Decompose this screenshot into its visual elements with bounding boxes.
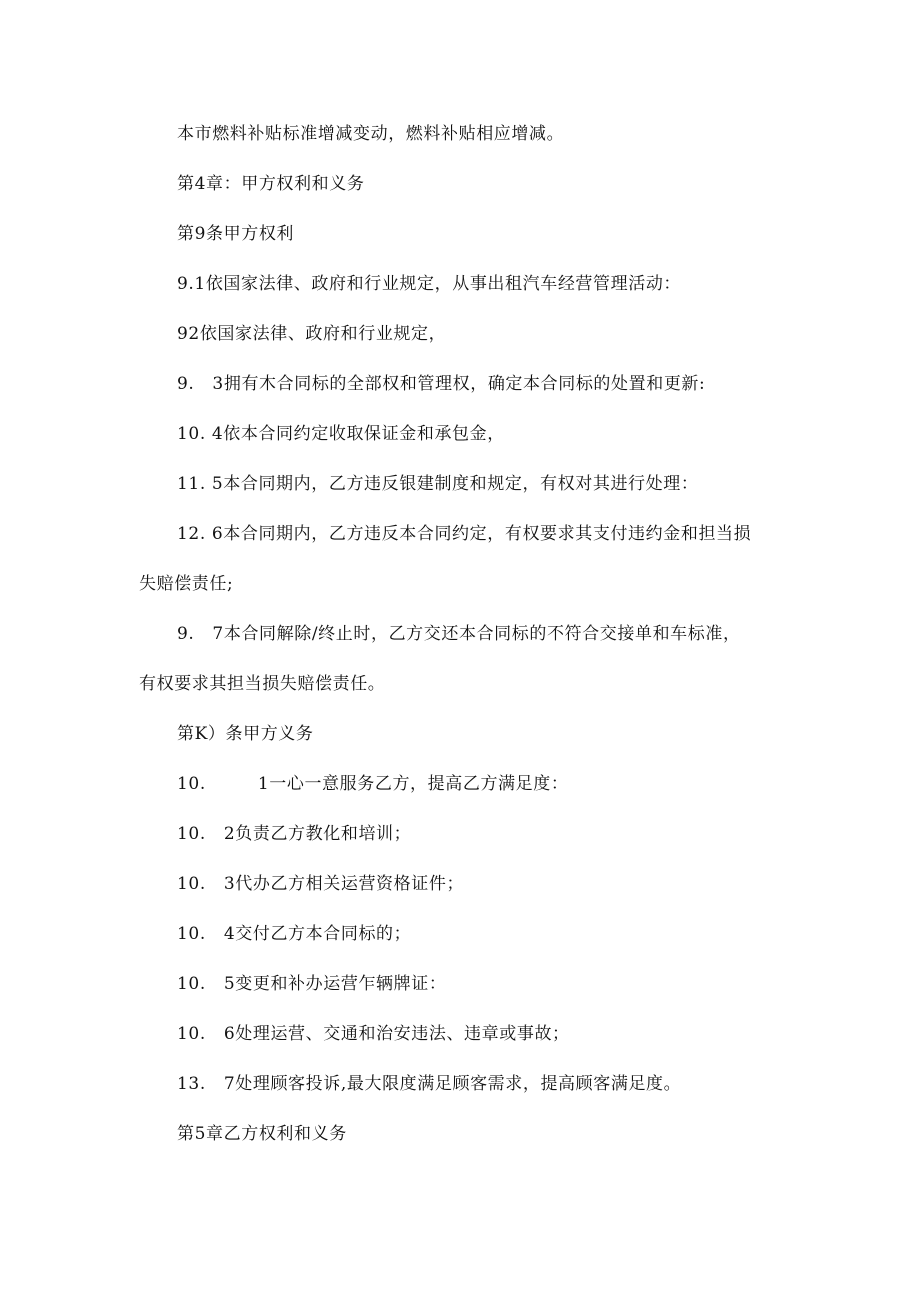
clause-12-6-continued: 失赔偿责任; — [139, 574, 234, 594]
chapter-heading-4: 第4章：甲方权利和义务 — [177, 174, 365, 194]
obligation-10-2: 10. 2负责乙方教化和培训； — [177, 824, 412, 844]
clause-9-3: 9. 3拥有木合同标的全部权和管理权，确定本合同标的处置和更新: — [177, 374, 706, 394]
chapter-heading-5: 第5章乙方权利和义务 — [177, 1124, 347, 1144]
clause-11-5: 11. 5本合同期内，乙方违反银建制度和规定，有权对其进行处理： — [177, 474, 699, 494]
obligation-10-1: 10. 1一心一意服务乙方，提高乙方满足度： — [177, 774, 569, 794]
obligation-13-7: 13. 7处理顾客投诉,最大限度满足顾客需求，提高顾客满足度。 — [177, 1074, 682, 1094]
article-heading-obligations: 第K）条甲方义务 — [177, 724, 314, 744]
clause-9-7: 9. 7本合同解除/终止时，乙方交还本合同标的不符合交接单和车标准， — [177, 624, 741, 644]
obligation-10-6: 10. 6处理运营、交通和治安违法、违章或事故； — [177, 1024, 570, 1044]
clause-9-2: 92依国家法律、政府和行业规定， — [177, 324, 447, 344]
clause-10-4: 10. 4依本合同约定收取保证金和承包金， — [177, 424, 505, 444]
obligation-10-4: 10. 4交付乙方本合同标的； — [177, 924, 412, 944]
clause-9-1: 9.1依国家法律、政府和行业规定，从事出租汽车经营管理活动： — [177, 274, 682, 294]
obligation-10-5: 10. 5变更和补办运营乍辆牌证： — [177, 974, 447, 994]
article-heading-9: 第9条甲方权利 — [177, 224, 295, 244]
clause-12-6: 12. 6本合同期内，乙方违反本合同约定，有权要求其支付违约金和担当损 — [177, 524, 752, 544]
clause-9-7-continued: 有权要求其担当损失赔偿责任。 — [139, 674, 386, 694]
obligation-10-3: 10. 3代办乙方相关运营资格证件； — [177, 874, 465, 894]
paragraph-fuel-subsidy: 本市燃料补贴标准增减变动，燃料补贴相应增减。 — [177, 124, 565, 144]
